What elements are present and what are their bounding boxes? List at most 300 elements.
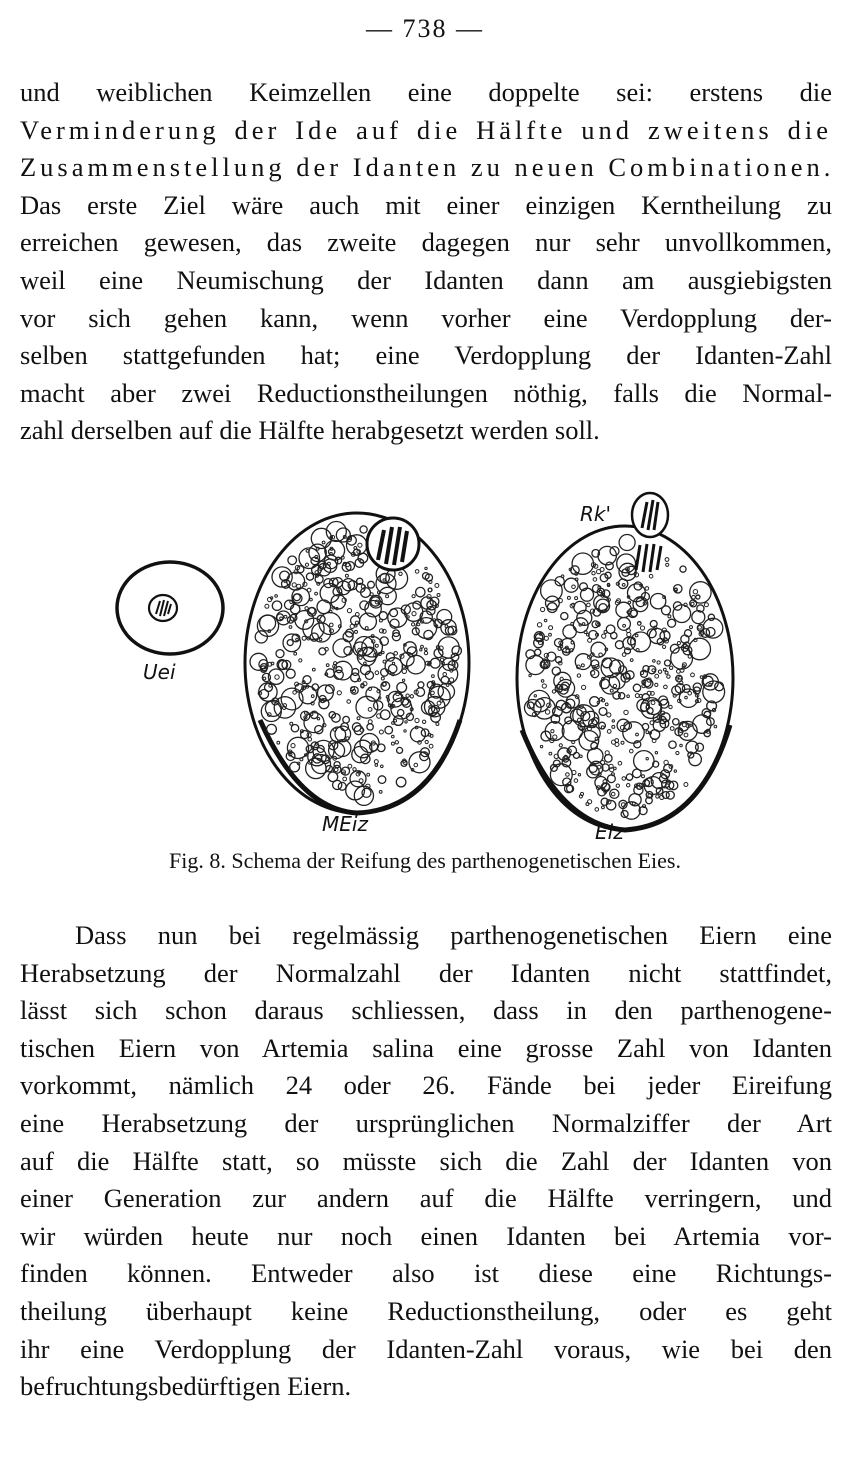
vacuole-dot: [684, 733, 688, 737]
vacuole-dot: [329, 549, 335, 555]
vacuole-dot: [715, 682, 724, 691]
vacuole-dot: [666, 791, 674, 799]
vacuole-dot: [330, 623, 334, 627]
text-line: und weiblichen Keimzellen eine doppelte sei: erstens die: [20, 77, 832, 107]
vacuole-dot: [438, 637, 459, 658]
vacuole-dot: [634, 582, 642, 590]
vacuole-dot: [663, 645, 666, 648]
vacuole-dot: [432, 675, 435, 678]
vacuole-dot: [341, 556, 344, 559]
vacuole-dot: [658, 670, 661, 673]
vacuole-dot: [429, 744, 433, 748]
vacuole-dot: [379, 587, 396, 604]
vacuole-dot: [304, 713, 324, 733]
vacuole-dot: [339, 625, 342, 628]
vacuole-dot: [418, 682, 424, 688]
vacuole-dot: [308, 738, 312, 742]
text-line: macht aber zwei Reductionstheilungen nöthig, falls die Normal-: [20, 377, 832, 408]
vacuole-dot: [402, 669, 406, 673]
vacuole-dot: [649, 574, 653, 578]
vacuole-dot: [605, 703, 608, 706]
vacuole-dot: [595, 808, 599, 812]
vacuole-dot: [703, 681, 725, 703]
vacuole-dot: [317, 600, 331, 614]
vacuole-dot: [636, 649, 639, 652]
vacuole-dot: [265, 700, 281, 716]
vacuole-dot: [581, 664, 584, 667]
vacuole-dot: [284, 615, 287, 618]
vacuole-dot: [334, 768, 338, 772]
vacuole-dot: [656, 795, 659, 798]
vacuole-dot: [421, 645, 424, 648]
vacuole-dot: [368, 687, 371, 690]
vacuole-dot: [563, 625, 576, 638]
vacuole-dot: [271, 662, 274, 665]
vacuole-dot: [610, 660, 624, 674]
vacuole-dot: [374, 760, 378, 764]
vacuole-dot: [616, 784, 619, 787]
vacuole-dot: [305, 563, 308, 566]
vacuole-dot: [587, 633, 590, 636]
vacuole-dot: [399, 572, 402, 575]
text-line: theilung überhaupt keine Reductionstheilung, oder es geht: [20, 1295, 832, 1326]
vacuole-dot: [690, 626, 693, 629]
vacuole-dot: [361, 754, 370, 763]
vacuole-dot: [294, 652, 297, 655]
vacuole-dot: [299, 659, 302, 662]
vacuole-dot: [406, 694, 409, 697]
text-line: zahl derselben auf die Hälfte herabgesetzt werden soll.: [20, 415, 600, 446]
vacuole-dot: [346, 781, 365, 800]
vacuole-dot: [578, 774, 580, 776]
vacuole-dot: [611, 632, 617, 638]
vacuole-dot: [665, 558, 669, 562]
vacuole-dot: [571, 622, 574, 625]
vacuole-dot: [631, 632, 651, 652]
vacuole-dot: [375, 671, 379, 675]
vacuole-dot: [305, 712, 308, 715]
vacuole-dot: [562, 721, 582, 741]
vacuole-dot: [320, 583, 339, 602]
vacuole-dot: [559, 744, 562, 747]
vacuole-dot: [634, 751, 654, 771]
vacuole-dot: [597, 701, 599, 703]
text-line: selben stattgefunden hat; eine Verdopplung der Idanten-Zahl: [20, 340, 832, 371]
vacuole-dot: [535, 649, 541, 655]
vacuole-dot: [365, 627, 368, 630]
vacuole-dot: [645, 587, 649, 591]
text-line: auf die Hälfte statt, so müsste sich die Zahl der Idanten von: [20, 1145, 832, 1176]
vacuole-dot: [580, 755, 583, 758]
vacuole-dot: [542, 684, 546, 688]
vacuole-dot: [599, 590, 601, 592]
figure-caption: Fig. 8. Schema der Reifung des parthenogenetischen Eies.: [169, 848, 681, 873]
vacuole-dot: [652, 669, 655, 672]
vacuole-dot: [267, 724, 277, 734]
vacuole-dot: [636, 733, 639, 736]
vacuole-dot: [675, 588, 678, 591]
vacuole-dot: [627, 695, 630, 698]
vacuole-dot: [377, 744, 385, 752]
vacuole-dot: [334, 670, 343, 679]
vacuole-dot: [633, 597, 648, 612]
vacuole-dot: [618, 761, 622, 765]
vacuole-dot: [614, 767, 617, 770]
vacuole-dot: [354, 547, 357, 550]
vacuole-dot: [549, 626, 553, 630]
text-line: Das erste Ziel wäre auch mit einer einzigen Kerntheilung zu: [20, 189, 832, 220]
vacuole-dot: [714, 725, 717, 728]
vacuole-dot: [375, 764, 378, 767]
vacuole-dot: [334, 762, 340, 768]
text-line: erreichen gewesen, das zweite dagegen nur sehr unvollkommen,: [20, 227, 832, 258]
vacuole-dot: [395, 741, 398, 744]
vacuole-dot: [329, 610, 332, 613]
vacuole-dot: [608, 775, 616, 783]
vacuole-dot: [392, 735, 395, 738]
text-line: Verminderung der Ide auf die Hälfte und zweitens die: [20, 114, 832, 145]
vacuole-dot: [575, 597, 578, 600]
vacuole-dot: [379, 619, 382, 622]
vacuole-dot: [541, 680, 544, 683]
vacuole-dot: [549, 633, 552, 636]
vacuole-dot: [425, 567, 427, 569]
vacuole-dot: [640, 626, 644, 630]
vacuole-dot: [269, 684, 272, 687]
vacuole-dot: [380, 710, 390, 720]
vacuole-dot: [597, 570, 601, 574]
vacuole-dot: [691, 673, 695, 677]
vacuole-dot: [666, 563, 669, 566]
figure-illustration: [0, 480, 850, 880]
vacuole-dot: [401, 760, 407, 766]
vacuole-dot: [561, 613, 568, 620]
vacuole-dot: [416, 688, 425, 697]
vacuole-dot: [561, 575, 564, 578]
text-line: Zusammenstellung der Idanten zu neuen Combinationen.: [20, 152, 835, 183]
vacuole-dot: [622, 777, 626, 781]
vacuole-dot: [635, 634, 638, 637]
vacuole-dot: [582, 685, 586, 689]
vacuole-dot: [315, 592, 318, 595]
vacuole-dot: [669, 741, 676, 748]
vacuole-dot: [545, 710, 549, 714]
vacuole-dot: [668, 619, 676, 627]
vacuole-dot: [306, 573, 313, 580]
label-egg: Eiz: [595, 820, 624, 844]
vacuole-dot: [684, 783, 688, 787]
vacuole-dot: [424, 651, 427, 654]
vacuole-dot: [667, 675, 670, 678]
vacuole-dot: [410, 695, 413, 698]
vacuole-dot: [588, 800, 592, 804]
vacuole-dot: [612, 725, 615, 728]
vacuole-dot: [368, 581, 375, 588]
vacuole-dot: [291, 725, 298, 732]
vacuole-dot: [275, 675, 279, 679]
vacuole-dot: [292, 583, 296, 587]
vacuole-dot: [276, 650, 284, 658]
vacuole-dot: [627, 632, 631, 636]
vacuole-dot: [612, 720, 614, 722]
vacuole-dot: [587, 603, 591, 607]
figure-egg-maturation: [0, 480, 850, 880]
vacuole-dot: [571, 641, 574, 644]
vacuole-dot: [368, 708, 372, 712]
vacuole-dot: [415, 718, 419, 722]
label-mature-egg: MEiz: [322, 812, 368, 836]
vacuole-dot: [364, 662, 367, 665]
vacuole-dot: [429, 580, 432, 583]
vacuole-dot: [669, 705, 672, 708]
vacuole-dot: [310, 598, 313, 601]
vacuole-dot: [405, 721, 407, 723]
vacuole-dot: [700, 676, 703, 679]
vacuole-dot: [680, 566, 686, 572]
vacuole-dot: [386, 653, 394, 661]
vacuole-dot: [607, 713, 611, 717]
vacuole-dot: [704, 603, 708, 607]
vacuole-dot: [404, 730, 406, 732]
vacuole-dot: [317, 718, 319, 720]
text-line: finden können. Entweder also ist diese eine Richtungs-: [20, 1258, 832, 1289]
vacuole-dot: [572, 740, 575, 743]
label-ovum: Uei: [143, 660, 176, 684]
vacuole-dot: [615, 641, 623, 649]
vacuole-dot: [391, 742, 394, 745]
vacuole-dot: [385, 726, 393, 734]
page-number: — 738 —: [366, 14, 484, 43]
vacuole-dot: [440, 658, 443, 661]
vacuole-dot: [630, 659, 633, 662]
vacuole-dot: [593, 578, 597, 582]
paragraph-2: [20, 917, 832, 1406]
vacuole-dot: [402, 679, 404, 681]
vacuole-dot: [305, 607, 308, 610]
vacuole-dot: [420, 649, 422, 651]
text-line: einer Generation zur andern auf die Hälfte verringern, und: [20, 1183, 832, 1214]
egg-drawing: [517, 493, 733, 830]
vacuole-dot: [602, 634, 606, 638]
vacuole-dot: [676, 751, 679, 754]
vacuole-dot: [635, 694, 639, 698]
vacuole-dot: [626, 774, 632, 780]
vacuole-dot: [677, 670, 681, 674]
vacuole-dot: [573, 752, 579, 758]
vacuole-dot: [394, 716, 404, 726]
vacuole-dot: [685, 696, 688, 699]
vacuole-dot: [642, 775, 645, 778]
vacuole-dot: [537, 623, 541, 627]
vacuole-dot: [326, 664, 329, 667]
vacuole-dot: [250, 653, 267, 670]
vacuole-dot: [682, 723, 686, 727]
vacuole-dot: [572, 585, 576, 589]
vacuole-dot: [574, 779, 578, 783]
vacuole-dot: [613, 684, 616, 687]
vacuole-dot: [541, 580, 563, 602]
vacuole-dot: [619, 535, 635, 551]
vacuole-dot: [397, 683, 407, 693]
text-line: lässt sich schon daraus schliessen, dass in den parthenogene-: [20, 995, 832, 1026]
vacuole-dot: [437, 610, 452, 625]
vacuole-dot: [633, 684, 640, 691]
vacuole-dot: [668, 615, 671, 618]
vacuole-dot: [367, 773, 370, 776]
vacuole-dot: [437, 594, 440, 597]
vacuole-dot: [397, 747, 403, 753]
vacuole-dot: [435, 584, 439, 588]
vacuole-dot: [302, 636, 306, 640]
label-polar-body: Rk': [580, 502, 611, 526]
vacuole-dot: [328, 772, 338, 782]
vacuole-dot: [655, 674, 659, 678]
vacuole-dot: [670, 727, 674, 731]
text-line: Dass nun bei regelmässig parthenogenetischen Eiern eine: [75, 920, 832, 950]
vacuole-dot: [691, 602, 694, 605]
vacuole-dot: [623, 624, 626, 627]
vacuole-dot: [655, 683, 658, 686]
paragraph-1: [20, 74, 835, 450]
vacuole-dot: [296, 638, 299, 641]
vacuole-dot: [575, 578, 578, 581]
vacuole-dot: [549, 752, 552, 755]
vacuole-dot: [690, 724, 692, 726]
vacuole-dot: [312, 668, 315, 671]
vacuole-dot: [386, 595, 389, 598]
vacuole-dot: [407, 655, 426, 674]
vacuole-dot: [287, 737, 308, 758]
vacuole-dot: [416, 618, 437, 639]
vacuole-dot: [337, 691, 341, 695]
vacuole-dot: [343, 777, 347, 781]
vacuole-dot: [677, 642, 680, 645]
vacuole-dot: [627, 784, 630, 787]
vacuole-dot: [623, 722, 644, 743]
vacuole-dot: [272, 601, 281, 610]
vacuole-dot: [378, 776, 386, 784]
vacuole-dot: [393, 693, 402, 702]
vacuole-dot: [370, 743, 378, 751]
vacuole-dot: [599, 708, 607, 716]
vacuole-dot: [615, 743, 619, 747]
vacuole-dot: [347, 700, 351, 704]
vacuole-dot: [425, 740, 428, 743]
vacuole-dot: [255, 631, 267, 643]
vacuole-dot: [621, 741, 624, 744]
vacuole-dot: [398, 710, 404, 716]
vacuole-dot: [534, 695, 536, 697]
vacuole-dot: [634, 786, 643, 795]
vacuole-dot: [350, 624, 354, 628]
vacuole-dot: [353, 768, 356, 771]
vacuole-dot: [287, 640, 293, 646]
vacuole-dot: [669, 666, 672, 669]
vacuole-dot: [291, 744, 295, 748]
vacuole-dot: [275, 595, 278, 598]
text-line: weil eine Neumischung der Idanten dann am ausgiebigsten: [20, 264, 832, 295]
vacuole-dot: [610, 689, 613, 692]
vacuole-dot: [692, 611, 705, 624]
vacuole-dot: [630, 749, 634, 753]
vacuole-dot: [655, 752, 657, 754]
vacuole-dot: [396, 777, 406, 787]
mature-egg-drawing: [245, 513, 469, 813]
vacuole-dot: [605, 755, 613, 763]
vacuole-dot: [618, 618, 631, 631]
vacuole-dot: [663, 668, 666, 671]
vacuole-dot: [425, 648, 428, 651]
vacuole-dot: [382, 629, 386, 633]
vacuole-dot: [632, 802, 635, 805]
vacuole-dot: [303, 676, 311, 684]
vacuole-dot: [588, 638, 592, 642]
vacuole-dot: [412, 595, 415, 598]
vacuole-dot: [375, 644, 378, 647]
vacuole-dot: [415, 570, 419, 574]
vacuole-dot: [436, 723, 439, 726]
vacuole-dot: [686, 741, 698, 753]
vacuole-dot: [607, 730, 611, 734]
vacuole-dot: [604, 631, 607, 634]
vacuole-dot: [383, 579, 385, 581]
vacuole-dot: [277, 741, 280, 744]
vacuole-dot: [347, 609, 351, 613]
vacuole-dot: [693, 590, 697, 594]
vacuole-dot: [358, 543, 362, 547]
vacuole-dot: [412, 623, 415, 626]
vacuole-dot: [294, 594, 301, 601]
vacuole-dot: [674, 770, 676, 772]
vacuole-dot: [416, 587, 425, 596]
vacuole-dot: [611, 792, 615, 796]
vacuole-dot: [696, 743, 704, 751]
vacuole-dot: [701, 629, 710, 638]
vacuole-dot: [646, 758, 648, 760]
vacuole-dot: [394, 719, 397, 722]
ovum-cell-drawing: [117, 562, 223, 654]
vacuole-dot: [552, 690, 555, 693]
vacuole-dot: [333, 639, 351, 657]
text-line: ihr eine Verdopplung der Idanten-Zahl voraus, wie bei den: [20, 1333, 832, 1364]
vacuole-dot: [360, 526, 367, 533]
text-line: eine Herabsetzung der ursprünglichen Normalziffer der Art: [20, 1107, 832, 1138]
vacuole-dot: [680, 744, 683, 747]
vacuole-dot: [311, 702, 314, 705]
text-line: befruchtungsbedürftigen Eiern.: [20, 1371, 352, 1402]
vacuole-dot: [592, 572, 595, 575]
vacuole-dot: [679, 729, 682, 732]
vacuole-dot: [359, 779, 363, 783]
vacuole-dot: [619, 693, 625, 699]
vacuole-dot: [540, 745, 542, 747]
vacuole-dot: [379, 730, 383, 734]
vacuole-dot: [653, 660, 656, 663]
vacuole-dot: [412, 612, 416, 616]
vacuole-dot: [665, 671, 668, 674]
vacuole-dot: [622, 584, 625, 587]
vacuole-dot: [572, 553, 593, 574]
vacuole-dot: [261, 702, 281, 722]
vacuole-dot: [551, 730, 554, 733]
vacuole-dot: [646, 731, 649, 734]
vacuole-dot: [567, 596, 570, 599]
vacuole-dot: [382, 651, 384, 653]
vacuole-dot: [670, 644, 679, 653]
text-line: tischen Eiern von Artemia salina eine grosse Zahl von Idanten: [20, 1032, 832, 1063]
vacuole-dot: [564, 755, 567, 758]
vacuole-dot: [414, 763, 418, 767]
